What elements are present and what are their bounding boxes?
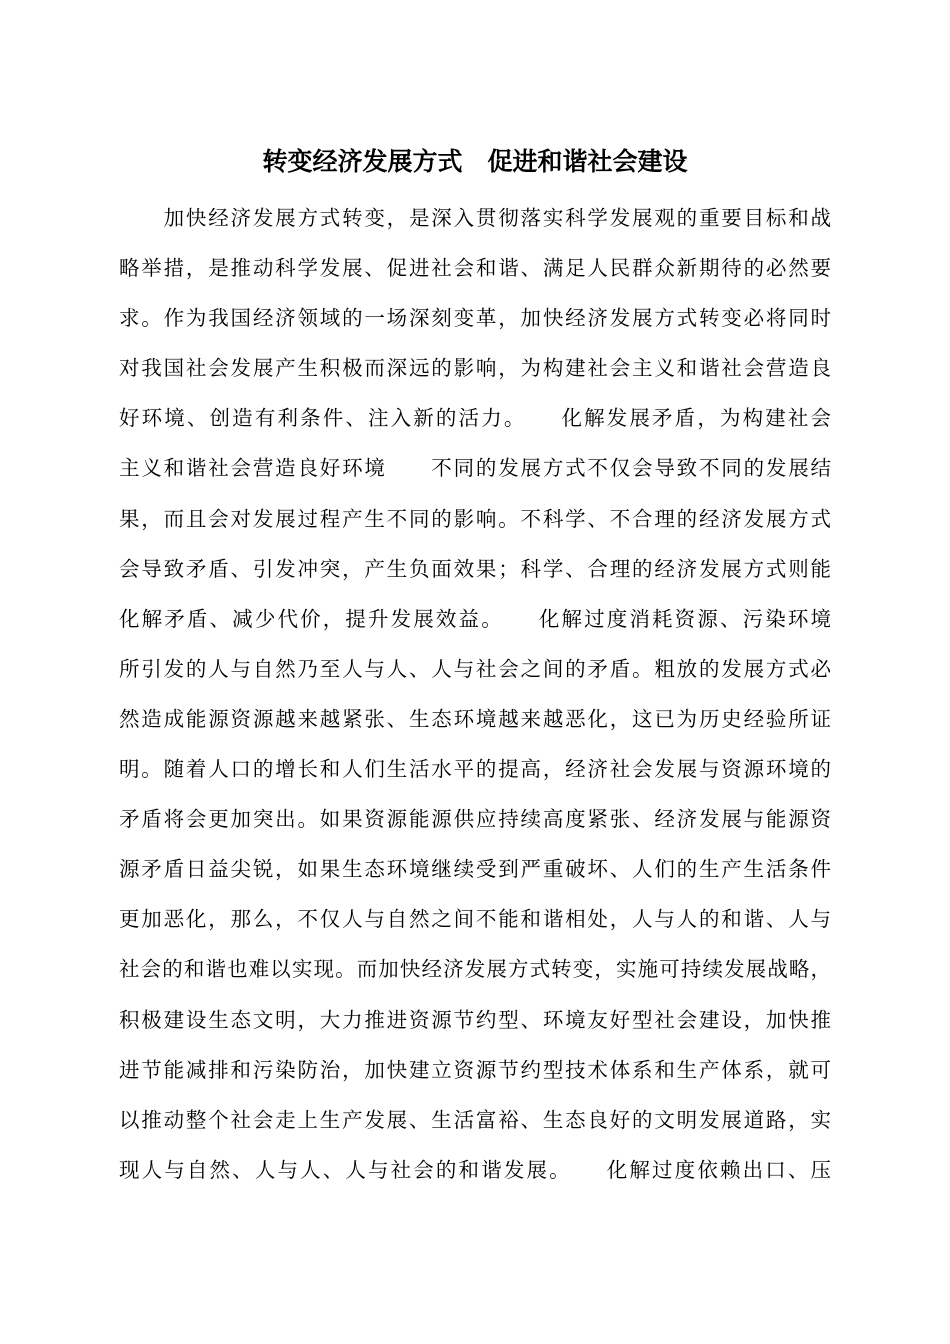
body-line: 社会的和谐也难以实现。而加快经济发展方式转变，实施可持续发展战略， [119, 957, 831, 982]
body-line: 好环境、创造有利条件、注入新的活力。 化解发展矛盾，为构建社会 [119, 406, 831, 431]
body-line: 积极建设生态文明，大力推进资源节约型、环境友好型社会建设，加快推 [119, 1007, 831, 1032]
body-line: 加快经济发展方式转变，是深入贯彻落实科学发展观的重要目标和战 [119, 206, 831, 230]
body-line: 会导致矛盾、引发冲突，产生负面效果；科学、合理的经济发展方式则能 [119, 556, 831, 581]
body-line: 果，而且会对发展过程产生不同的影响。不科学、不合理的经济发展方式 [119, 506, 831, 531]
body-line: 对我国社会发展产生积极而深远的影响，为构建社会主义和谐社会营造良 [119, 356, 831, 381]
body-line: 源矛盾日益尖锐，如果生态环境继续受到严重破坏、人们的生产生活条件 [119, 857, 831, 882]
body-line: 进节能减排和污染防治，加快建立资源节约型技术体系和生产体系，就可 [119, 1057, 831, 1082]
body-line: 化解矛盾、减少代价，提升发展效益。 化解过度消耗资源、污染环境 [119, 606, 831, 631]
body-line: 略举措，是推动科学发展、促进社会和谐、满足人民群众新期待的必然要 [119, 256, 831, 281]
body-line: 然造成能源资源越来越紧张、生态环境越来越恶化，这已为历史经验所证 [119, 706, 831, 731]
document-body [119, 193, 831, 1195]
body-line: 明。随着人口的增长和人们生活水平的提高，经济社会发展与资源环境的 [119, 757, 831, 782]
body-line: 以推动整个社会走上生产发展、生活富裕、生态良好的文明发展道路，实 [119, 1107, 831, 1132]
body-line: 所引发的人与自然乃至人与人、人与社会之间的矛盾。粗放的发展方式必 [119, 656, 831, 681]
document-title: 转变经济发展方式 促进和谐社会建设 [262, 147, 688, 176]
body-line: 矛盾将会更加突出。如果资源能源供应持续高度紧张、经济发展与能源资 [119, 807, 831, 832]
body-line: 求。作为我国经济领域的一场深刻变革，加快经济发展方式转变必将同时 [119, 306, 831, 331]
body-line: 主义和谐社会营造良好环境 不同的发展方式不仅会导致不同的发展结 [119, 456, 831, 481]
body-line: 现人与自然、人与人、人与社会的和谐发展。 化解过度依赖出口、压 [119, 1157, 831, 1182]
body-line: 更加恶化，那么，不仅人与自然之间不能和谐相处，人与人的和谐、人与 [119, 907, 831, 932]
